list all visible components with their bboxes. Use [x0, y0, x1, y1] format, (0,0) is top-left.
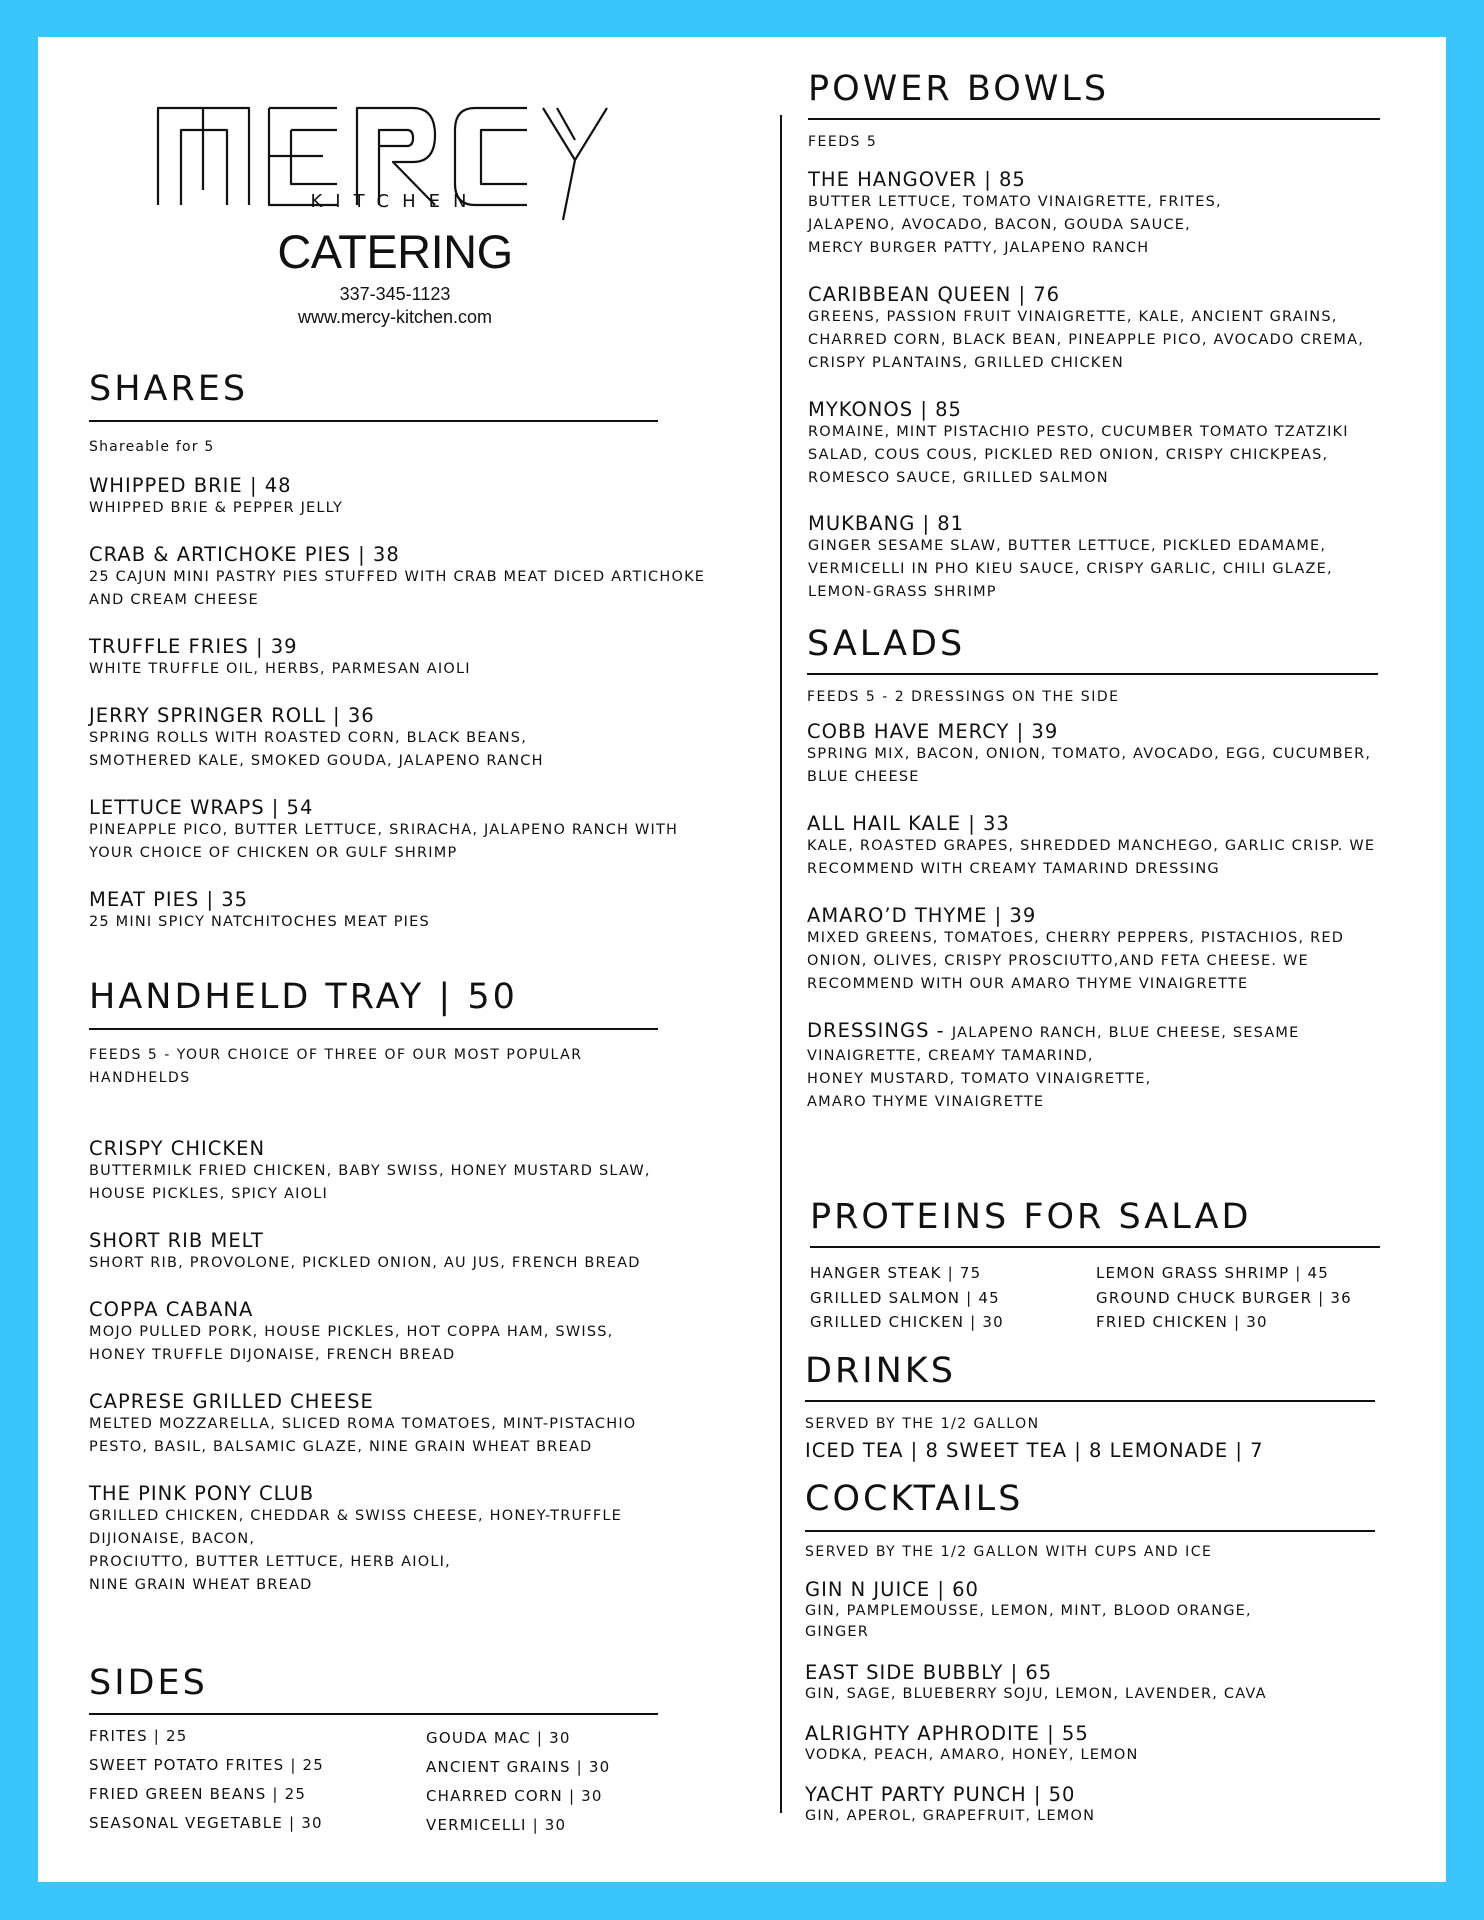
protein-item: GROUND CHUCK BURGER | 36: [1096, 1288, 1352, 1307]
catering-title: CATERING: [277, 225, 513, 278]
cocktails-subtitle: SERVED BY THE 1/2 GALLON WITH CUPS AND ICE: [805, 1544, 1213, 1560]
menu-item-cobb: [807, 720, 1371, 789]
dressings-label: DRESSINGS -: [807, 1019, 952, 1042]
mercy-logo: [145, 80, 645, 240]
menu-item-coppa-cabana: [89, 1298, 613, 1367]
item-name: COBB HAVE MERCY | 39: [807, 720, 1059, 743]
column-divider: [780, 115, 782, 1813]
menu-item-pink-pony: [89, 1482, 622, 1597]
phone-number: 337-345-1123: [339, 284, 451, 304]
salads-rule: [807, 673, 1378, 675]
protein-item: GRILLED SALMON | 45: [810, 1288, 1000, 1307]
item-desc: BUTTER LETTUCE, TOMATO VINAIGRETTE, FRITES, JALAPENO, AVOCADO, BACON, GOUDA SAUCE, MERCY BURGER PATTY, JALAPENO RANCH: [808, 194, 1222, 256]
item-name: THE HANGOVER | 85: [808, 168, 1026, 191]
item-name: GIN N JUICE | 60: [805, 1578, 979, 1601]
menu-item-mykonos: [808, 398, 1349, 490]
dressings-list: VINAIGRETTE, CREAMY TAMARIND, HONEY MUSTARD, TOMATO VINAIGRETTE, AMARO THYME VINAIGRETTE: [807, 1048, 1152, 1110]
side-item: CHARRED CORN | 30: [426, 1787, 603, 1805]
item-desc: GIN, PAMPLEMOUSSE, LEMON, MINT, BLOOD ORANGE, GINGER: [805, 1603, 1252, 1640]
sides-list-left: [89, 1722, 324, 1838]
item-desc: GRILLED CHICKEN, CHEDDAR & SWISS CHEESE, HONEY-TRUFFLE DIJIONAISE, BACON, PROCIUTTO, BUTTER LETTUCE, HERB AIOLI, NINE GRAIN WHEAT BREAD: [89, 1508, 623, 1593]
menu-page: [38, 37, 1446, 1882]
item-name: WHIPPED BRIE | 48: [89, 474, 292, 497]
proteins-list-left: [810, 1261, 1004, 1335]
side-item: VERMICELLI | 30: [426, 1816, 567, 1834]
drinks-list: ICED TEA | 8 SWEET TEA | 8 LEMONADE | 7: [805, 1439, 1264, 1462]
menu-item-hangover: [808, 168, 1222, 260]
menu-item-alrighty-aphrodite: [805, 1722, 1139, 1766]
protein-item: LEMON GRASS SHRIMP | 45: [1096, 1264, 1329, 1282]
item-name: YACHT PARTY PUNCH | 50: [805, 1783, 1076, 1806]
item-name: JERRY SPRINGER ROLL | 36: [89, 704, 375, 727]
item-desc: SPRING ROLLS WITH ROASTED CORN, BLACK BEANS, SMOTHERED KALE, SMOKED GOUDA, JALAPENO RANCH: [89, 730, 544, 769]
menu-item-all-hail-kale: [807, 812, 1375, 881]
menu-item-meat-pies: [89, 888, 430, 934]
sides-list-right: [426, 1724, 610, 1840]
item-desc: WHIPPED BRIE & PEPPER JELLY: [89, 500, 344, 516]
item-name: MYKONOS | 85: [808, 398, 962, 421]
item-name: SHORT RIB MELT: [89, 1229, 264, 1252]
menu-item-yacht-party-punch: [805, 1783, 1095, 1827]
power-bowls-heading: POWER BOWLS: [808, 69, 1110, 109]
item-desc: BUTTERMILK FRIED CHICKEN, BABY SWISS, HONEY MUSTARD SLAW, HOUSE PICKLES, SPICY AIOLI: [89, 1163, 651, 1202]
protein-item: HANGER STEAK | 75: [810, 1264, 982, 1282]
item-desc: GIN, APEROL, GRAPEFRUIT, LEMON: [805, 1808, 1096, 1824]
item-name: MEAT PIES | 35: [89, 888, 249, 911]
item-desc: 25 MINI SPICY NATCHITOCHES MEAT PIES: [89, 914, 430, 930]
cocktails-rule: [805, 1530, 1375, 1532]
item-name: ALL HAIL KALE | 33: [807, 812, 1010, 835]
item-desc: SHORT RIB, PROVOLONE, PICKLED ONION, AU JUS, FRENCH BREAD: [89, 1255, 641, 1271]
item-name: LETTUCE WRAPS | 54: [89, 796, 314, 819]
item-desc: SPRING MIX, BACON, ONION, TOMATO, AVOCADO, EGG, CUCUMBER, BLUE CHEESE: [807, 746, 1372, 785]
protein-item: GRILLED CHICKEN | 30: [810, 1313, 1004, 1331]
dressings-first: JALAPENO RANCH, BLUE CHEESE, SESAME: [951, 1025, 1300, 1041]
handheld-subtitle: FEEDS 5 - YOUR CHOICE OF THREE OF OUR MOST POPULAR HANDHELDS: [89, 1047, 583, 1086]
item-desc: MELTED MOZZARELLA, SLICED ROMA TOMATOES, MINT-PISTACHIO PESTO, BASIL, BALSAMIC GLAZE, NINE GRAIN WHEAT BREAD: [89, 1416, 637, 1455]
power-bowls-subtitle: FEEDS 5: [808, 134, 878, 150]
salads-heading: SALADS: [807, 624, 966, 664]
power-bowls-rule: [808, 118, 1380, 120]
menu-item-gin-n-juice: [805, 1578, 1252, 1643]
menu-item-lettuce-wraps: [89, 796, 678, 865]
proteins-list-right: [1096, 1261, 1352, 1335]
item-name: THE PINK PONY CLUB: [89, 1482, 315, 1505]
shares-subtitle: Shareable for 5: [89, 439, 215, 455]
item-name: MUKBANG | 81: [808, 512, 965, 535]
side-item: FRIED GREEN BEANS | 25: [89, 1785, 307, 1803]
salads-subtitle: FEEDS 5 - 2 DRESSINGS ON THE SIDE: [807, 689, 1120, 705]
handheld-rule: [89, 1028, 658, 1030]
kitchen-subtitle: KITCHEN: [310, 191, 480, 212]
side-item: GOUDA MAC | 30: [426, 1729, 571, 1747]
item-desc: MIXED GREENS, TOMATOES, CHERRY PEPPERS, PISTACHIOS, RED ONION, OLIVES, CRISPY PROSCIUTTO,AND FETA CHEESE. WE RECOMMEND WITH OUR AMARO THYME VINAIGRETTE: [807, 930, 1345, 992]
item-desc: PINEAPPLE PICO, BUTTER LETTUCE, SRIRACHA, JALAPENO RANCH WITH YOUR CHOICE OF CHICKEN OR GULF SHRIMP: [89, 822, 679, 861]
menu-item-crab-pies: [89, 543, 705, 612]
menu-item-whipped-brie: [89, 474, 343, 520]
side-item: SEASONAL VEGETABLE | 30: [89, 1814, 323, 1832]
item-desc: GIN, SAGE, BLUEBERRY SOJU, LEMON, LAVENDER, CAVA: [805, 1686, 1267, 1702]
proteins-heading: PROTEINS FOR SALAD: [810, 1197, 1252, 1237]
item-desc: ROMAINE, MINT PISTACHIO PESTO, CUCUMBER TOMATO TZATZIKI SALAD, COUS COUS, PICKLED RED ONION, CRISPY CHICKPEAS, ROMESCO SAUCE, GRILLED SALMON: [808, 424, 1349, 486]
handheld-heading: HANDHELD TRAY | 50: [89, 977, 518, 1017]
website-link[interactable]: www.mercy-kitchen.com: [297, 307, 493, 327]
protein-item: FRIED CHICKEN | 30: [1096, 1313, 1268, 1331]
menu-item-truffle-fries: [89, 635, 471, 681]
item-desc: GINGER SESAME SLAW, BUTTER LETTUCE, PICKLED EDAMAME, VERMICELLI IN PHO KIEU SAUCE, CRISPY GARLIC, CHILI GLAZE, LEMON-GRASS SHRIMP: [808, 538, 1333, 600]
menu-item-mukbang: [808, 512, 1333, 604]
item-name: TRUFFLE FRIES | 39: [89, 635, 298, 658]
shares-rule: [89, 420, 658, 422]
drinks-rule: [805, 1400, 1375, 1402]
item-name: CAPRESE GRILLED CHEESE: [89, 1390, 374, 1413]
item-desc: 25 CAJUN MINI PASTRY PIES STUFFED WITH CRAB MEAT DICED ARTICHOKE AND CREAM CHEESE: [89, 569, 706, 608]
item-name: CRAB & ARTICHOKE PIES | 38: [89, 543, 400, 566]
drinks-subtitle: SERVED BY THE 1/2 GALLON: [805, 1416, 1040, 1432]
item-name: EAST SIDE BUBBLY | 65: [805, 1661, 1053, 1684]
side-item: FRITES | 25: [89, 1727, 188, 1745]
sides-rule: [89, 1713, 658, 1715]
proteins-rule: [810, 1246, 1380, 1248]
item-name: AMARO’D THYME | 39: [807, 904, 1037, 927]
item-desc: WHITE TRUFFLE OIL, HERBS, PARMESAN AIOLI: [89, 661, 471, 677]
dressings-block: [807, 1019, 1300, 1114]
shares-heading: SHARES: [89, 369, 249, 409]
side-item: ANCIENT GRAINS | 30: [426, 1758, 611, 1776]
side-item: SWEET POTATO FRITES | 25: [89, 1756, 325, 1774]
menu-item-amarod-thyme: [807, 904, 1344, 996]
item-desc: MOJO PULLED PORK, HOUSE PICKLES, HOT COPPA HAM, SWISS, HONEY TRUFFLE DIJONAISE, FRENCH BREAD: [89, 1324, 614, 1363]
cocktails-heading: COCKTAILS: [805, 1479, 1024, 1519]
item-name: COPPA CABANA: [89, 1298, 254, 1321]
menu-item-caprese: [89, 1390, 636, 1459]
item-name: CRISPY CHICKEN: [89, 1137, 266, 1160]
item-desc: VODKA, PEACH, AMARO, HONEY, LEMON: [805, 1747, 1139, 1763]
menu-item-crispy-chicken: [89, 1137, 651, 1206]
item-desc: KALE, ROASTED GRAPES, SHREDDED MANCHEGO, GARLIC CRISP. WE RECOMMEND WITH CREAMY TAMARIND DRESSING: [807, 838, 1376, 877]
menu-item-caribbean-queen: [808, 283, 1364, 375]
menu-item-spring-roll: [89, 704, 544, 773]
item-desc: GREENS, PASSION FRUIT VINAIGRETTE, KALE, ANCIENT GRAINS, CHARRED CORN, BLACK BEAN, PINEAPPLE PICO, AVOCADO CREMA, CRISPY PLANTAINS, GRILLED CHICKEN: [808, 309, 1365, 371]
drinks-heading: DRINKS: [805, 1351, 956, 1391]
menu-item-east-side-bubbly: [805, 1661, 1267, 1705]
item-name: CARIBBEAN QUEEN | 76: [808, 283, 1061, 306]
sides-heading: SIDES: [89, 1663, 208, 1703]
menu-item-short-rib-melt: [89, 1229, 641, 1275]
item-name: ALRIGHTY APHRODITE | 55: [805, 1722, 1089, 1745]
